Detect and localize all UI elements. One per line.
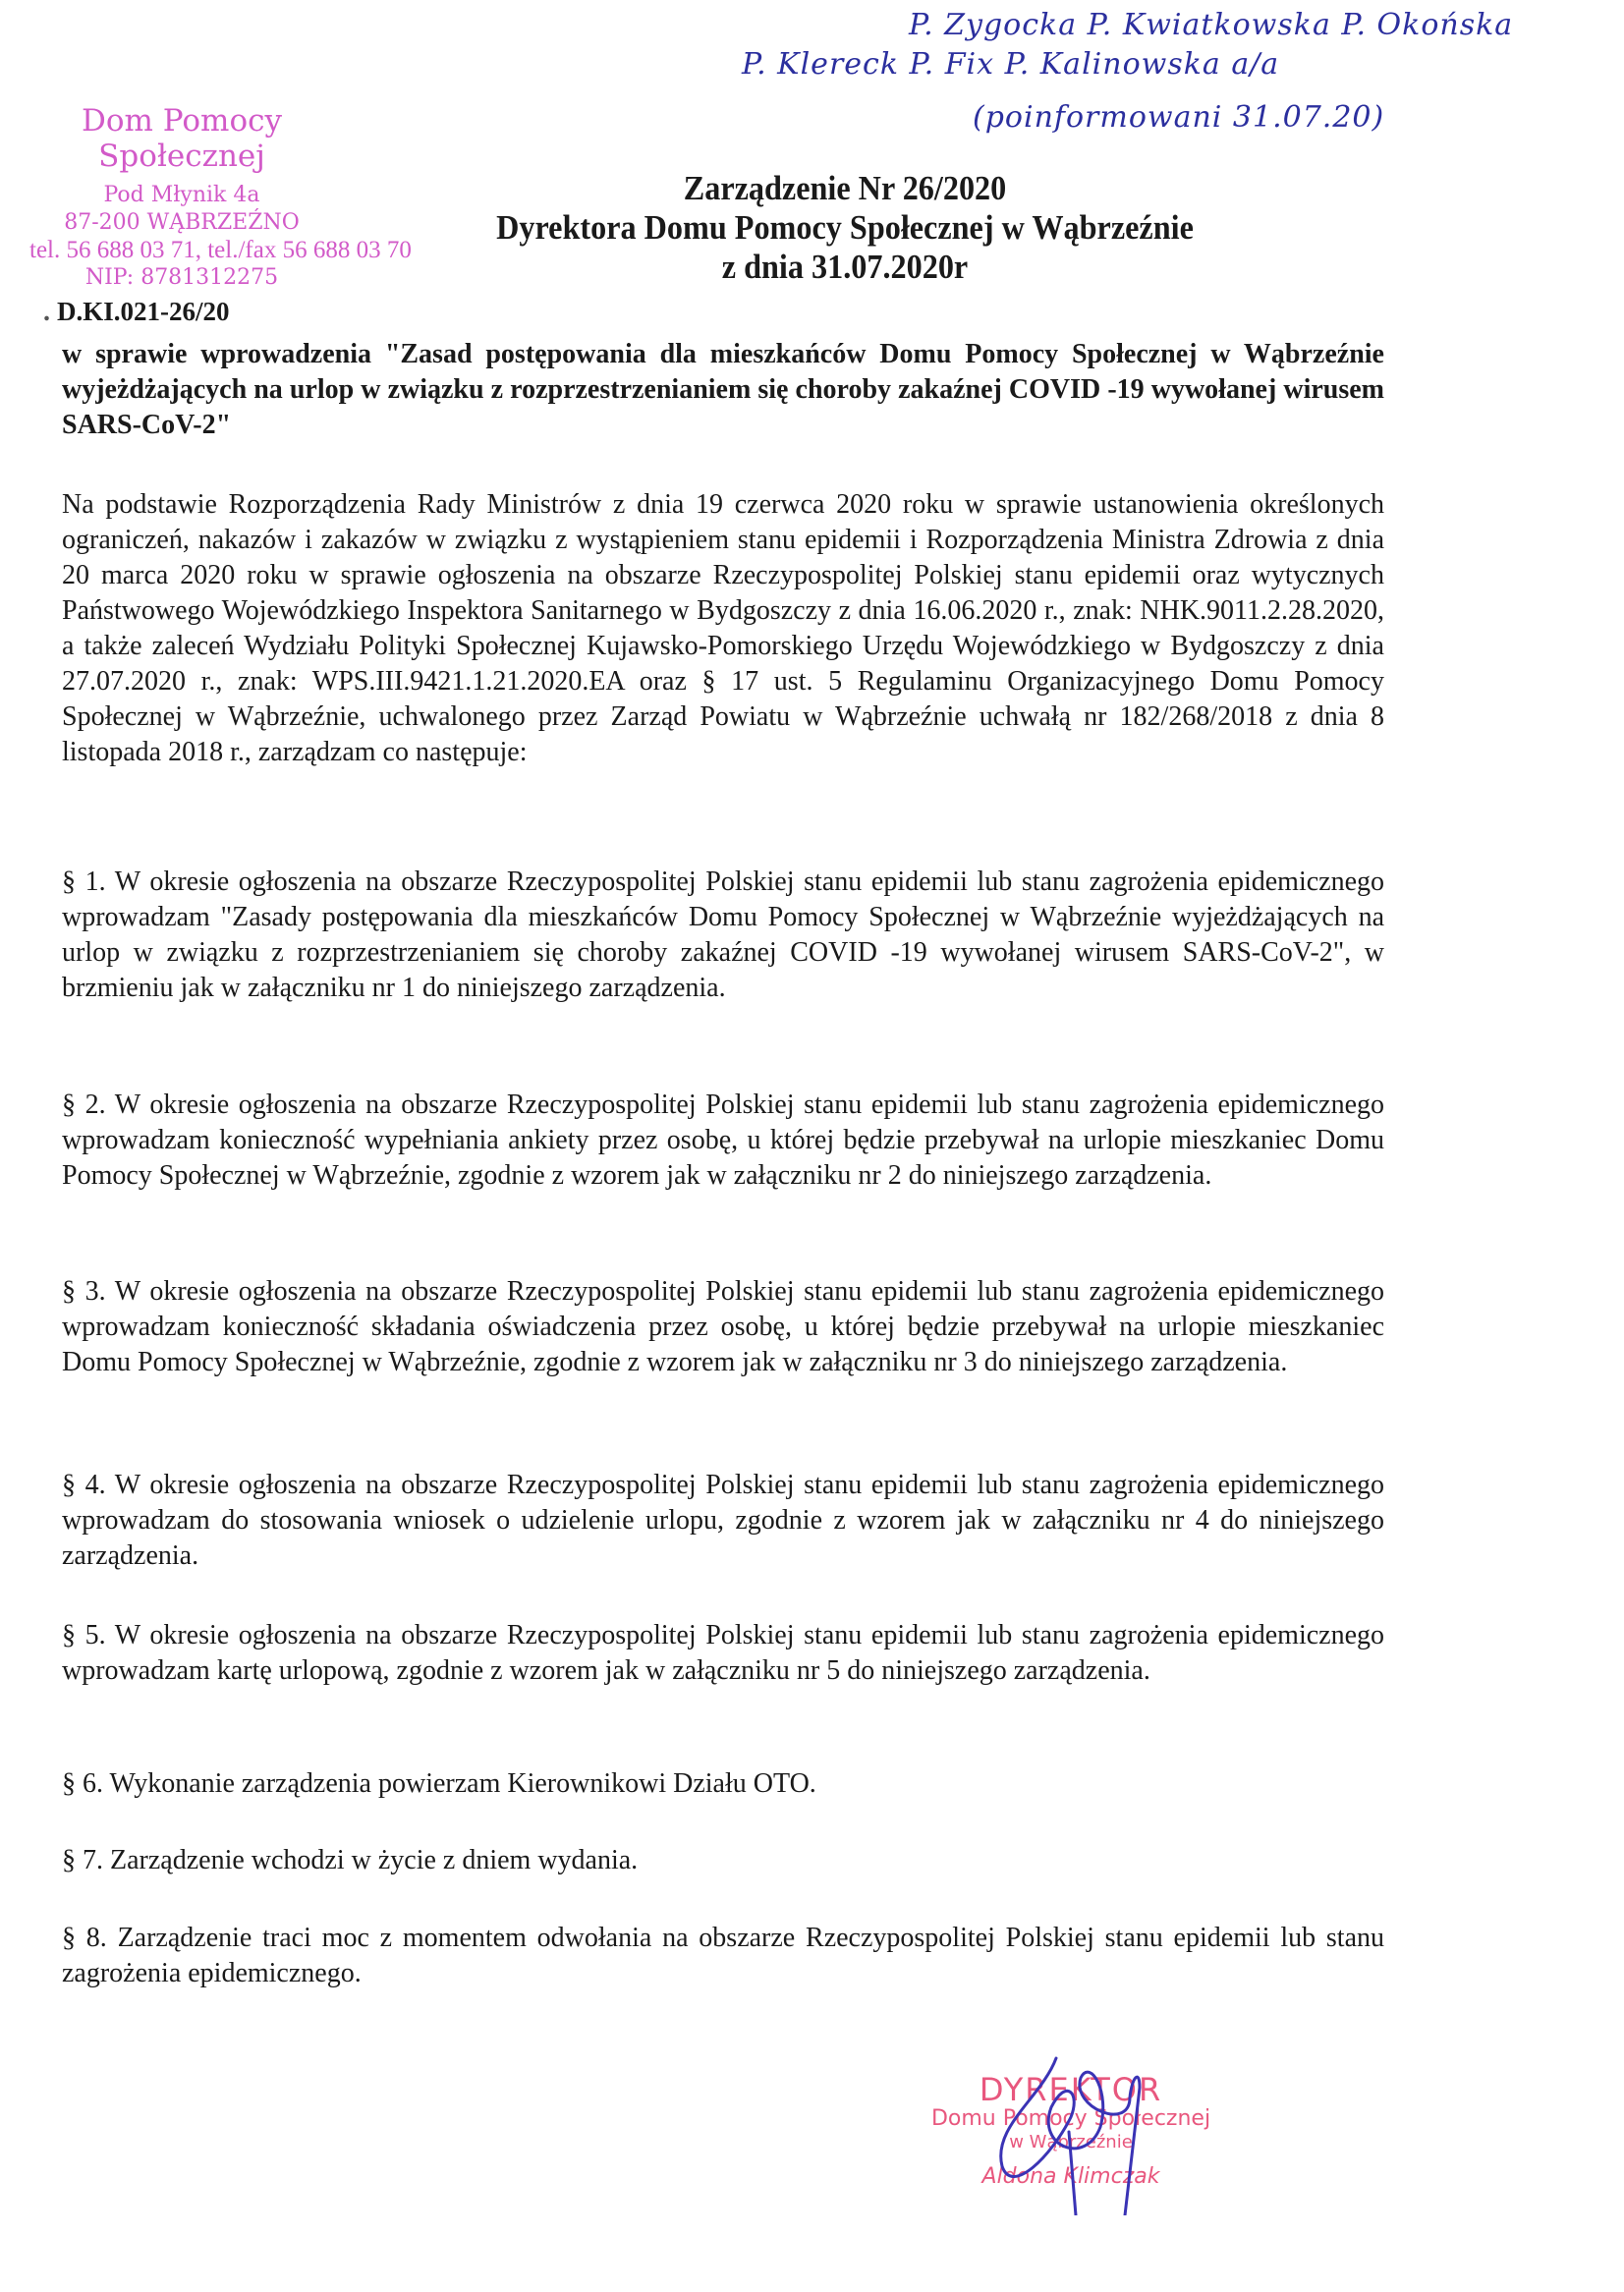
section-1: § 1. W okresie ogłoszenia na obszarze Rzeczypospolitej Polskiej stanu epidemii lub stanu zagrożenia epidemicznego wprowadzam "Zasady postępowania dla mieszkańców Domu Pomocy Społecznej w Wąbrzeźnie wyjeżdżających na urlop w związku z rozprzestrzenianiem się choroby zakaźnej COVID -19 wywołanej wirusem SARS-CoV-2", w brzmieniu jak w załączniku nr 1 do niniejszego zarządzenia. — [62, 866, 1384, 1003]
bullet-dot: . — [43, 297, 57, 327]
section-2: § 2. W okresie ogłoszenia na obszarze Rzeczypospolitej Polskiej stanu epidemii lub stanu zagrożenia epidemicznego wprowadzam konieczność wypełniania ankiety przez osobę, u której będzie przebywał na urlopie mieszkaniec Domu Pomocy Społecznej w Wąbrzeźnie, zgodnie z wzorem jak w załączniku nr 2 do niniejszego zarządzenia. — [62, 1090, 1384, 1191]
document-date: z dnia 31.07.2020r — [721, 248, 969, 286]
section-4: § 4. W okresie ogłoszenia na obszarze Rzeczypospolitej Polskiej stanu epidemii lub stanu zagrożenia epidemicznego wprowadzam do stosowania wniosek o udzielenie urlopu, zgodnie z wzorem jak w załączniku nr 4 do niniejszego zarządzenia. — [62, 1470, 1384, 1571]
signature-location: w Wąbrzeźnie — [1009, 2132, 1133, 2152]
section-6: § 6. Wykonanie zarządzenia powierzam Kierownikowi Działu OTO. — [62, 1768, 816, 1799]
signature-role: DYREKTOR — [979, 2071, 1163, 2108]
handwritten-note-line-2: P. Klereck P. Fix P. Kalinowska a/a — [742, 47, 1280, 82]
handwritten-signature-icon — [963, 2039, 1218, 2215]
section-3: § 3. W okresie ogłoszenia na obszarze Rzeczypospolitej Polskiej stanu epidemii lub stanu zagrożenia epidemicznego wprowadzam konieczność składania oświadczenia przez osobę, u której będzie przebywał na urlopie mieszkaniec Domu Pomocy Społecznej w Wąbrzeźnie, zgodnie z wzorem jak w załączniku nr 3 do niniejszego zarządzenia. — [62, 1276, 1384, 1377]
document-header — [354, 169, 1336, 287]
document-title: Zarządzenie Nr 26/2020 — [683, 169, 1007, 207]
signature-institution: Domu Pomocy Społecznej — [930, 2106, 1211, 2131]
institution-stamp — [29, 103, 412, 292]
reference-line — [43, 297, 230, 328]
stamp-name: Dom Pomocy Społecznej — [82, 103, 282, 174]
section-8: § 8. Zarządzenie traci moc z momentem odwołania na obszarze Rzeczypospolitej Polskiej stanu epidemii lub stanu zagrożenia epidemicznego. — [62, 1923, 1384, 1988]
stamp-phone: tel. 56 688 03 71, tel./fax 56 688 03 70 — [29, 237, 412, 263]
section-5: § 5. W okresie ogłoszenia na obszarze Rzeczypospolitej Polskiej stanu epidemii lub stanu zagrożenia epidemicznego wprowadzam kartę urlopową, zgodnie z wzorem jak w załączniku nr 5 do niniejszego zarządzenia. — [62, 1620, 1384, 1686]
preamble-paragraph: Na podstawie Rozporządzenia Rady Ministrów z dnia 19 czerwca 2020 roku w sprawie ustanowienia określonych ograniczeń, nakazów i zakazów w związku z wystąpieniem stanu epidemii i Rozporządzenia Ministra Zdrowia z dnia 20 marca 2020 roku w sprawie ogłoszenia na obszarze Rzeczypospolitej Polskiej stanu epidemii oraz wytycznych Państwowego Wojewódzkiego Inspektora Sanitarnego w Bydgoszczy z dnia 16.06.2020 r., znak: NHK.9011.2.28.2020, a także zaleceń Wydziału Polityki Społecznej Kujawsko-Pomorskiego Urzędu Wojewódzkiego w Bydgoszczy z dnia 27.07.2020 r., znak: WPS.III.9421.1.21.2020.EA oraz § 17 ust. 5 Regulaminu Organizacyjnego Domu Pomocy Społecznej w Wąbrzeźnie, uchwalonego przez Zarząd Powiatu w Wąbrzeźnie uchwałą nr 182/268/2018 z dnia 8 listopada 2018 r., zarządzam co następuje: — [62, 489, 1384, 767]
section-7: § 7. Zarządzenie wchodzi w życie z dniem wydania. — [62, 1845, 639, 1875]
reference-number: D.KI.021-26/20 — [57, 297, 230, 326]
stamp-nip: NIP: 8781312275 — [84, 265, 279, 290]
stamp-street: Pod Młynik 4a — [103, 183, 260, 207]
handwritten-note-line-3: (poinformowani 31.07.20) — [973, 100, 1385, 135]
document-subject: w sprawie wprowadzenia "Zasad postępowania dla mieszkańców Domu Pomocy Społecznej w Wąbrzeźnie wyjeżdżających na urlop w związku z rozprzestrzenianiem się choroby zakaźnej COVID -19 wywołanej wirusem SARS-CoV-2" — [62, 339, 1384, 440]
signature-name: Aldona Klimczak — [981, 2164, 1160, 2189]
handwritten-note-line-1: P. Zygocka P. Kwiatkowska P. Okońska — [909, 8, 1514, 42]
document-issuer: Dyrektora Domu Pomocy Społecznej w Wąbrzeźnie — [496, 208, 1194, 247]
stamp-city: 87-200 WĄBRZEŹNO — [64, 210, 300, 235]
